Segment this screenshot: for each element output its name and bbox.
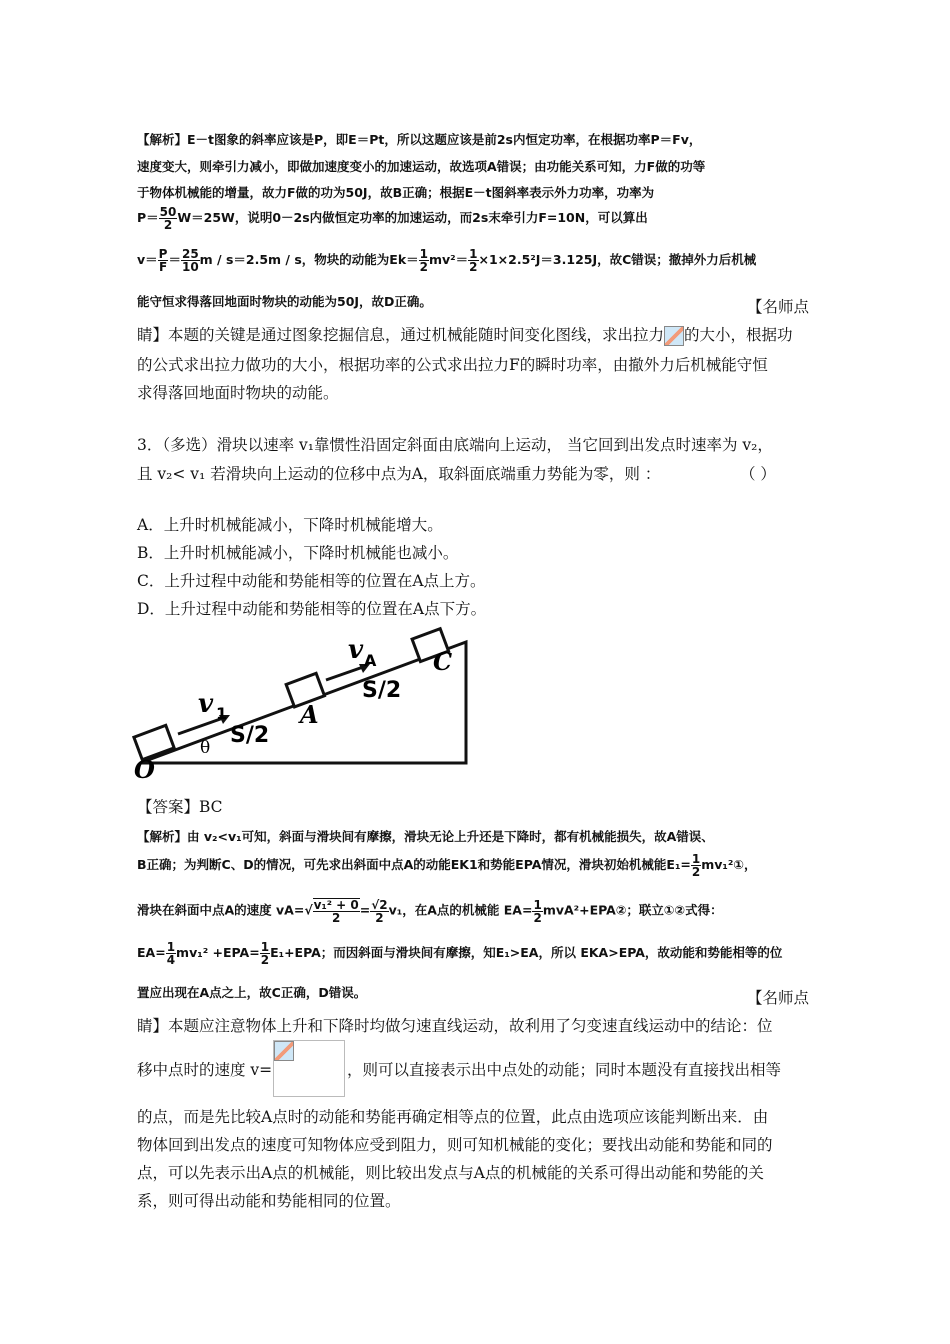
label-v1: v	[198, 689, 214, 719]
option-d: D．上升过程中动能和势能相等的位置在A点下方。	[137, 600, 487, 618]
comment2-tag: 【名师点	[747, 989, 810, 1007]
comment2-line3: 的点，而是先比较A点时的动能和势能再确定相等点的位置，此点由选项应该能判断出来．由	[137, 1108, 769, 1126]
answer-paren: （ ）	[740, 465, 776, 483]
comment2-line2b: ，则可以直接表示出中点处的动能；同时本题没有直接找出相等	[347, 1061, 782, 1079]
image-placeholder	[273, 1040, 345, 1097]
comment1-tag: 【名师点	[747, 298, 810, 316]
option-b: B．上升时机械能减小，下降时机械能也减小。	[137, 544, 459, 562]
comment2-line1: 睛】本题应注意物体上升和下降时均做匀速直线运动，故利用了匀变速直线运动中的结论：位	[137, 1017, 773, 1035]
sqrt-expression: √ $\frac{\text{v₁² + 0}}{2}$	[304, 898, 359, 925]
analysis1-line6: 能守恒求得落回地面时物块的动能为50J，故D正确。	[137, 294, 432, 309]
answer-line: 【答案】BC	[137, 798, 223, 816]
label-va-sub: A	[364, 651, 377, 670]
analysis1-line1: 【解析】E－t图象的斜率应该是P，即E＝Pt，所以这题应该是前2s内恒定功率，在根据功率P＝Fv，	[137, 132, 702, 147]
analysis2-line3: 滑块在斜面中点A的速度 vA=√ $\frac{\text{v₁² + 0}}{2}$ = $\frac{√2}{2}$ v₁，在A点的机械能 EA= $\frac{1}{2}$ mvA²+EPA②；联立①②式得：	[137, 897, 723, 925]
label-v1-sub: 1	[216, 704, 228, 723]
label-c: C	[433, 647, 453, 676]
analysis1-line5: v＝ $\frac{P}{F}$ ＝ $\frac{25}{10}$ m / s＝2.5m / s，物块的动能为Ek＝ $\frac{1}{2}$ mv²＝ $\frac{1}{2}$ ×1×2.5²J＝3.125J，故C错误；撤掉外力后机械	[137, 247, 757, 274]
option-c: C．上升过程中动能和势能相等的位置在A点上方。	[137, 572, 486, 590]
label-theta: θ	[200, 738, 211, 758]
label-s2-high: S/2	[362, 678, 402, 703]
broken-image-icon	[274, 1041, 294, 1061]
option-a: A．上升时机械能减小，下降时机械能增大。	[137, 516, 443, 534]
eq-rest: W＝25W，说明0－2s内做恒定功率的加速运动，而2s末牵引力F=10N，可以算出	[177, 210, 648, 225]
comment2-line4: 物体回到出发点的速度可知物体应受到阻力，则可知机械能的变化；要找出动能和势能和同的	[137, 1136, 773, 1154]
analysis1-line3: 于物体机械能的增量，故力F做的功为50J，故B正确；根据E－t图斜率表示外力功率，功率为	[137, 185, 655, 200]
arrow-va-line	[326, 666, 366, 680]
analysis2-line1: 【解析】由 v₂<v₁可知，斜面与滑块间有摩擦，滑块无论上升还是下降时，都有机械能损失，故A错误、	[137, 829, 714, 844]
comment2-line6: 系，则可得出动能和势能相同的位置。	[137, 1192, 401, 1210]
comment2-line5: 点，可以先表示出A点的机械能，则比较出发点与A点的机械能的关系可得出动能和势能的关	[137, 1164, 764, 1182]
label-a: A	[300, 700, 319, 729]
incline-figure	[130, 620, 475, 780]
analysis1-line2: 速度变大，则牵引力减小，即做加速度变小的加速运动，故选项A错误；由功能关系可知，力F做的功等	[137, 159, 706, 174]
fraction: $\frac{50}{2}$	[159, 205, 177, 232]
label-va: v	[348, 635, 364, 665]
analysis2-line5: 置应出现在A点之上，故C正确，D错误。	[137, 985, 367, 1000]
question3-line1: 3．（多选）滑块以速率 v₁靠惯性沿固定斜面由底端向上运动， 当它回到出发点时速率为 v₂，	[137, 436, 773, 454]
analysis2-line4: EA= $\frac{1}{4}$ mv₁² +EPA= $\frac{1}{2}$ E₁+EPA；而因斜面与滑块间有摩擦，知E₁>EA，所以 EKA>EPA，故动能和势能相等的位	[137, 940, 783, 967]
label-s2-low: S/2	[230, 723, 270, 748]
broken-image-icon	[664, 326, 684, 346]
comment1-line2: 的公式求出拉力做功的大小，根据功率的公式求出拉力F的瞬时功率，由撤外力后机械能守恒	[137, 356, 768, 374]
question3-line2: 且 v₂< v₁ 若滑块向上运动的位移中点为A，取斜面底端重力势能为零，则 ：	[137, 465, 661, 483]
label-o: O	[134, 755, 155, 780]
eq-prefix: P＝	[137, 210, 159, 225]
comment2-line2a: 移中点时的速度 v=	[137, 1061, 273, 1079]
analysis2-line2: B正确；为判断C、D的情况，可先求出斜面中点A的动能EK1和势能EPA情况，滑块初始机械能E₁= $\frac{1}{2}$ mv₁²①，	[137, 852, 757, 879]
analysis1-line4	[137, 206, 648, 231]
comment1-line3: 求得落回地面时物块的动能。	[137, 384, 339, 402]
comment1-line1: 睛】本题的关键是通过图象挖掘信息，通过机械能随时间变化图线，求出拉力 的大小，根据功	[137, 326, 793, 344]
